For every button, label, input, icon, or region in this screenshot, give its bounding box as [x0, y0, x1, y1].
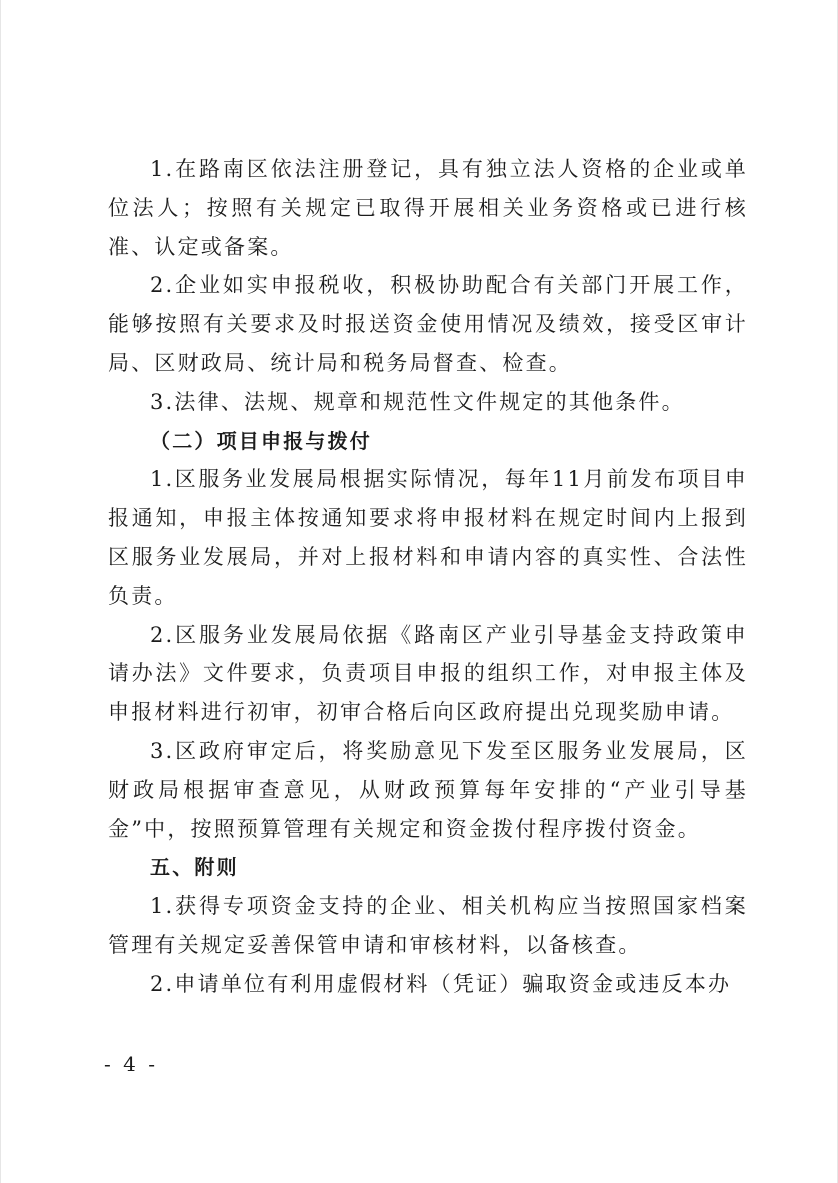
document-body [108, 150, 748, 1004]
paragraph-3: 3.法律、法规、规章和规范性文件规定的其他条件。 [150, 389, 685, 414]
chapter-paragraph-2: 2.申请单位有利用虚假材料（凭证）骗取资金或违反本办 [150, 971, 732, 996]
section-heading: （二）项目申报与拨付 [150, 428, 372, 453]
chapter-heading: 五、附则 [150, 855, 239, 880]
page-number: - 4 - [104, 1052, 158, 1076]
section-paragraph-1: 1.区服务业发展局根据实际情况，每年11月前发布项目申报通知，申报主体按通知要求将申报材料在规定时间内上报到区服务业发展局，并对上报材料和申请内容的真实性、合法性负责。 [108, 467, 748, 608]
section-paragraph-2: 2.区服务业发展局依据《路南区产业引导基金支持政策申请办法》文件要求，负责项目申报的组织工作，对申报主体及申报材料进行初审，初审合格后向区政府提出兑现奖励申请。 [108, 622, 748, 725]
paragraph-2: 2.企业如实申报税收，积极协助配合有关部门开展工作，能够按照有关要求及时报送资金使用情况及绩效，接受区审计局、区财政局、统计局和税务局督查、检查。 [108, 273, 748, 375]
section-paragraph-3: 3.区政府审定后，将奖励意见下发至区服务业发展局，区财政局根据审查意见，从财政预算每年安排的“产业引导基金”中，按照预算管理有关规定和资金拨付程序拨付资金。 [108, 738, 748, 841]
chapter-paragraph-1: 1.获得专项资金支持的企业、相关机构应当按照国家档案管理有关规定妥善保管申请和审核材料，以备核查。 [108, 894, 748, 957]
paragraph-1: 1.在路南区依法注册登记，具有独立法人资格的企业或单位法人；按照有关规定已取得开展相关业务资格或已进行核准、认定或备案。 [108, 157, 748, 259]
